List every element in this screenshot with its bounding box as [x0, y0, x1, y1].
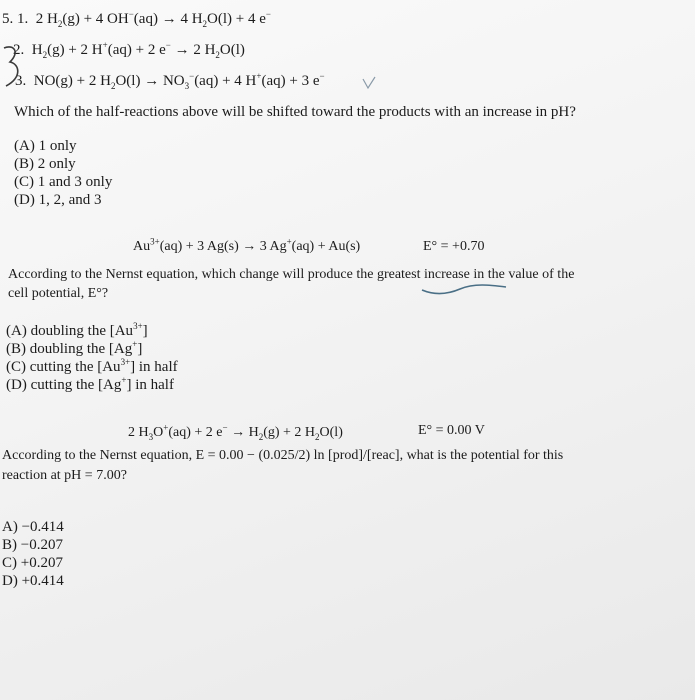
q3-option-c: C) +0.207 — [2, 555, 63, 571]
handwritten-underline — [420, 283, 510, 297]
q2-option-d: (D) cutting the [Ag+] in half — [6, 375, 174, 393]
reaction-au-ag: $Au^{3+}(aq) + 3$ Ag(s) → 3 Ag+(aq) + Au(s) — [133, 236, 361, 254]
question-1: Which of the half-reactions above will be shifted toward the products with an increase in pH? — [14, 104, 576, 120]
question-3-line-1: According to the Nernst equation, E = 0.00 − (0.025/2) ln [prod]/[reac], what is the potential for this — [2, 448, 564, 463]
q2-option-b: (B) doubling the [Ag+] — [6, 339, 143, 357]
question-2-line-2: cell potential, E°? — [8, 286, 109, 301]
standard-potential-3: E° = 0.00 V — [418, 423, 485, 438]
handwritten-3-mark — [0, 44, 24, 90]
q3-option-b: B) −0.207 — [2, 537, 63, 553]
reaction-hydronium: 2 $H_3O^+(aq) + 2$ $e^- \to H_2(g) + 2$ $H_2O(l)$ — [128, 422, 343, 442]
question-2-line-1: According to the Nernst equation, which change will produce the greatest increase in the value of the — [8, 267, 575, 282]
reaction-3: 3. NO(g) + 2 $H_2O(l) \to NO_3^-(aq) + 4$ H+(aq) + 3 e− — [15, 71, 325, 91]
q1-option-c: (C) 1 and 3 only — [14, 174, 113, 190]
q2-option-a: (A) doubling the $[Au^{3+}]$ — [6, 321, 148, 339]
q1-option-b: (B) 2 only — [14, 156, 76, 172]
reaction-2: 2. $H_2(g) + 2$ H+(aq) + 2 e− → 2 $H_2O(l)$ — [13, 40, 245, 60]
q2-option-c: (C) cutting the $[Au^{3+}]$ in half — [6, 357, 178, 375]
q1-option-d: (D) 1, 2, and 3 — [14, 192, 102, 208]
q3-option-d: D) +0.414 — [2, 573, 64, 589]
q1-option-a: (A) 1 only — [14, 138, 77, 154]
q3-option-a: A) −0.414 — [2, 519, 64, 535]
standard-potential-2: E° = +0.70 — [423, 239, 485, 254]
handwritten-check-mark — [362, 76, 376, 90]
reaction-1: 5. 1. 2 $H_2(g) + 4$ OH−(aq) → 4 $H_2O(l) + 4$ e− — [2, 9, 271, 29]
question-3-line-2: reaction at pH = 7.00? — [2, 468, 127, 483]
